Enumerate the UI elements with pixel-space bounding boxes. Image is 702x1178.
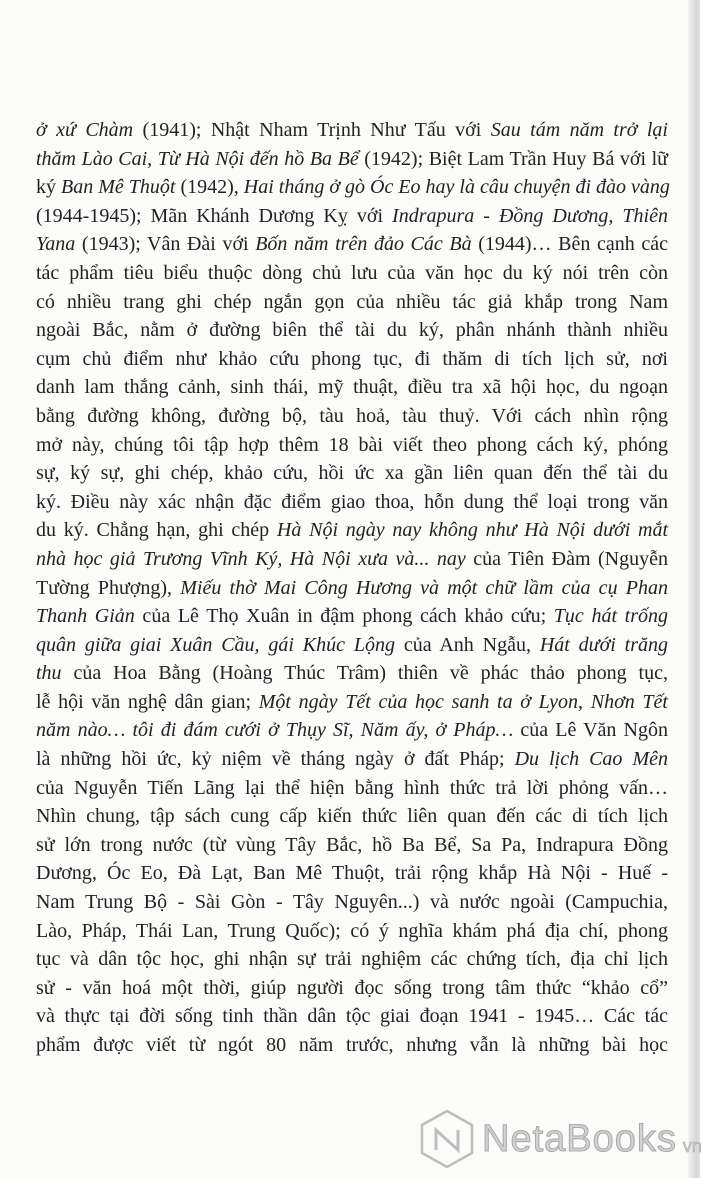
body-text: Nhìn chung, tập sách cung cấp kiến thức liên quan đến các di tích lịch xyxy=(36,805,668,828)
body-text: (1941); Nhật Nham Trịnh Như Tấu với xyxy=(133,119,491,141)
body-text: cụm chủ điểm như khảo cứu phong tục, đi thăm di tích lịch sử, nơi xyxy=(36,347,668,370)
text-line xyxy=(36,802,668,831)
text-line xyxy=(36,688,668,717)
text-line xyxy=(36,431,668,460)
italic-title-text: Indrapura - Đồng Dương, Thiên xyxy=(392,204,668,227)
italic-title-text: Một ngày Tết của học sanh ta ở Lyon, Nhơn Tết xyxy=(258,690,668,713)
text-line xyxy=(36,516,668,545)
text-line xyxy=(36,288,668,317)
italic-title-text: Hai tháng ở gò Óc Eo hay là câu chuyện đi đào vàng xyxy=(243,176,670,199)
text-line xyxy=(36,173,668,202)
text-line xyxy=(36,745,668,774)
body-text: Dương, Óc Eo, Đà Lạt, Ban Mê Thuột, trải rộng khắp Hà Nội - Huế - xyxy=(36,862,668,885)
body-text: danh lam thắng cảnh, sinh thái, mỹ thuật, điều tra xã hội học, du ngoạn xyxy=(36,376,668,399)
italic-title-text: Miếu thờ Mai Công Hương và một chữ lầm của cụ Phan xyxy=(180,576,668,599)
body-text: Nam Trung Bộ - Sài Gòn - Tây Nguyên...) và nước ngoài (Campuchia, xyxy=(36,891,668,914)
body-text: bằng đường không, đường bộ, tàu hoả, tàu thuỷ. Với cách nhìn rộng xyxy=(36,404,668,427)
body-text: Tường Phượng), xyxy=(36,576,181,599)
italic-title-text: Thanh Giản xyxy=(36,605,135,628)
italic-title-text: Hát dưới trăng xyxy=(539,633,669,656)
text-line xyxy=(36,631,668,660)
italic-title-text: nhà học giả Trương Vĩnh Ký, Hà Nội xưa và... nay xyxy=(36,547,466,570)
text-line xyxy=(36,659,668,688)
text-line xyxy=(36,345,668,374)
text-line xyxy=(36,1031,668,1060)
body-text: (1944-1945); Mãn Khánh Dương Kỵ với xyxy=(36,204,393,227)
text-line xyxy=(36,316,668,345)
text-line xyxy=(36,402,668,431)
text-line xyxy=(36,831,668,860)
text-line xyxy=(36,145,668,174)
text-line xyxy=(36,974,668,1003)
body-text: là những hồi ức, kỷ niệm về tháng ngày ở đất Pháp; xyxy=(36,748,515,771)
text-line xyxy=(36,116,668,145)
text-line xyxy=(36,774,668,803)
italic-title-text: Du lịch Cao Mên xyxy=(514,748,668,771)
body-text: của Lê Thọ Xuân in đậm phong cách khảo cứu; xyxy=(134,605,554,628)
body-text: ký xyxy=(36,176,61,199)
watermark-suffix: vn xyxy=(682,1135,702,1156)
body-text: (1942), xyxy=(175,176,244,199)
body-text: (1942); Biệt Lam Trần Huy Bá với lữ xyxy=(358,147,668,170)
body-text: và thực tại đời sống tinh thần dân tộc giai đoạn 1941 - 1945… Các tác xyxy=(36,1005,668,1028)
text-line xyxy=(36,1002,668,1031)
body-text: (1944)… Bên cạnh các xyxy=(471,233,668,256)
text-line xyxy=(36,545,668,574)
body-text: của Anh Ngẫu, xyxy=(395,633,540,656)
body-text: tác phẩm tiêu biểu thuộc dòng chủ lưu của văn học du ký nói trên còn xyxy=(36,261,668,284)
italic-title-text: Bốn năm trên đảo Các Bà xyxy=(255,233,472,256)
italic-title-text: Hà Nội ngày nay không như Hà Nội dưới mắt xyxy=(276,519,669,542)
body-text: sử - văn hoá một thời, giúp người đọc sống trong tâm thức “khảo cổ” xyxy=(36,976,668,999)
text-line xyxy=(36,716,668,745)
text-line xyxy=(36,574,668,603)
text-line xyxy=(36,859,668,888)
italic-title-text: Tục hát trống xyxy=(553,605,669,628)
text-line xyxy=(36,488,668,517)
italic-title-text: năm nào… tôi đi đám cưới ở Thụy Sĩ, Năm ấy, ở Pháp… xyxy=(36,719,514,742)
page-gutter-shadow xyxy=(688,0,700,1178)
body-text: sự, ký sự, ghi chép, khảo cứu, hồi ức xa gần liên quan đến thể tài du xyxy=(36,462,668,485)
text-line xyxy=(36,602,668,631)
text-line xyxy=(36,259,668,288)
italic-title-text: ở xứ Chàm xyxy=(36,119,134,141)
body-text: lễ hội văn nghệ dân gian; xyxy=(36,690,259,713)
body-text: của Nguyễn Tiến Lãng lại thể hiện bằng hình thức trả lời phỏng vấn… xyxy=(36,776,668,799)
text-line xyxy=(36,888,668,917)
body-text: có nhiều trang ghi chép ngắn gọn của nhiều tác giả khắp trong Nam xyxy=(36,290,668,313)
italic-title-text: Sau tám năm trở lại xyxy=(490,119,668,141)
body-text: du ký. Chẳng hạn, ghi chép xyxy=(36,519,277,542)
body-text: của Hoa Bằng (Hoàng Thúc Trâm) thiên về phác thảo phong tục, xyxy=(61,662,668,685)
text-line xyxy=(36,202,668,231)
text-line xyxy=(36,230,668,259)
italic-title-text: Ban Mê Thuột xyxy=(61,176,176,199)
body-text: phẩm được viết từ ngót 80 năm trước, nhưng vẫn là những bài học xyxy=(36,1034,668,1056)
body-text: Lào, Pháp, Thái Lan, Trung Quốc); có ý nghĩa khám phá địa chí, phong xyxy=(36,919,668,942)
text-line xyxy=(36,459,668,488)
book-page-body xyxy=(36,116,668,1060)
text-line xyxy=(36,945,668,974)
body-text: ký. Điều này xác nhận đặc điểm giao thoa, hỗn dung thể loại trong văn xyxy=(36,490,668,513)
body-text: của Tiên Đàm (Nguyễn xyxy=(465,547,668,570)
body-text: tục và dân tộc học, ghi nhận sự trải nghiệm các chứng tích, địa chỉ lịch xyxy=(36,948,668,971)
body-text: mở này, chúng tôi tập hợp thêm 18 bài viết theo phong cách ký, phóng xyxy=(36,433,668,456)
body-text: sử lớn trong nước (từ vùng Tây Bắc, hồ Ba Bể, Sa Pa, Indrapura Đồng xyxy=(36,833,668,856)
italic-title-text: Yana xyxy=(36,233,76,256)
netabooks-logo-icon xyxy=(418,1108,476,1170)
italic-title-text: thu xyxy=(36,662,62,685)
body-text: của Lê Văn Ngôn xyxy=(513,719,668,742)
text-line xyxy=(36,373,668,402)
body-text: (1943); Vân Đài với xyxy=(75,233,256,256)
watermark-brand: NetaBooks xyxy=(482,1117,677,1160)
body-text: ngoài Bắc, nằm ở đường biên thể tài du ký, phân nhánh thành nhiều xyxy=(36,319,668,342)
text-line xyxy=(36,917,668,946)
netabooks-watermark xyxy=(418,1108,702,1170)
italic-title-text: quân giữa giai Xuân Cầu, gái Khúc Lộng xyxy=(36,633,395,656)
italic-title-text: thăm Lào Cai, Từ Hà Nội đến hồ Ba Bể xyxy=(36,147,359,170)
